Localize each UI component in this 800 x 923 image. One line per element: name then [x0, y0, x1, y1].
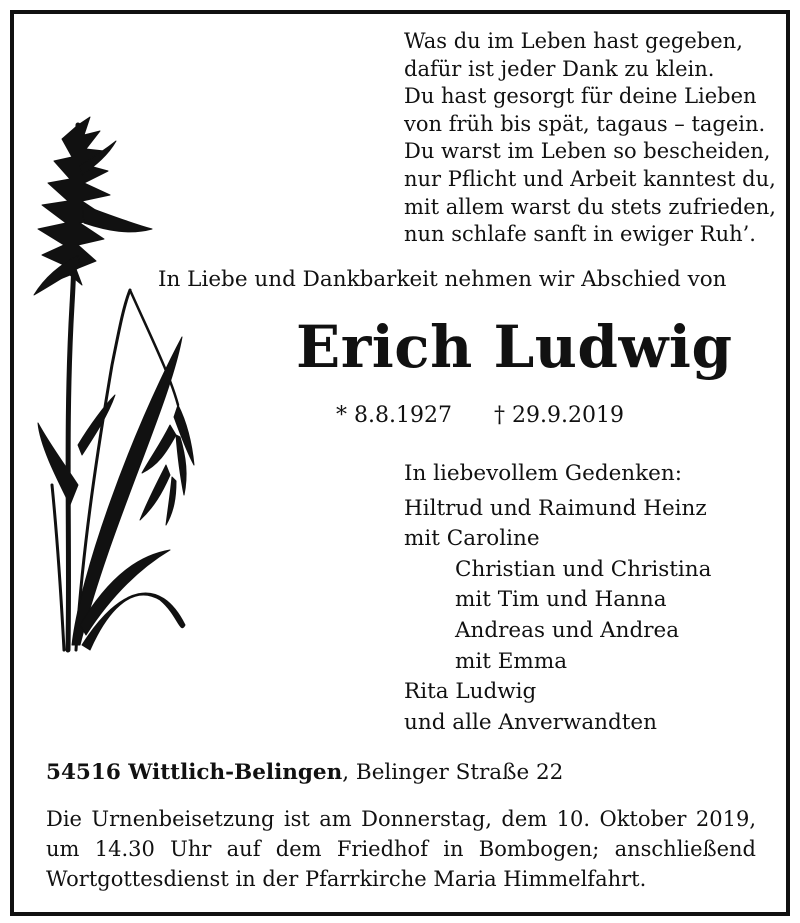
mourner-line: mit Caroline	[404, 526, 540, 552]
mourner-line: Andreas und Andrea	[455, 617, 680, 643]
poem-line: Du hast gesorgt für deine Lieben	[404, 84, 757, 109]
address-city: 54516 Wittlich-Belingen	[46, 760, 343, 785]
mourner-line: mit Tim und Hanna	[455, 587, 667, 613]
mourner-line: mit Emma	[455, 648, 568, 674]
poem-line: mit allem warst du stets zufrieden,	[404, 194, 776, 219]
poem-line: nur Pflicht und Arbeit kanntest du,	[404, 166, 776, 191]
mourner-line: und alle Anverwandten	[404, 709, 657, 735]
mourners-list	[404, 459, 711, 738]
funeral-details: Die Urnenbeisetzung ist am Donnerstag, dem 10. Oktober 2019, um 14.30 Uhr auf dem Friedhof in Bombogen; anschließend Wortgottesdienst in der Pfarrkirche Maria Himmelfahrt.	[46, 807, 756, 891]
poem-line: Was du im Leben hast gegeben,	[404, 29, 743, 53]
mourner-line: Hiltrud und Raimund Heinz	[404, 495, 707, 521]
birth-date: * 8.8.1927	[336, 403, 452, 428]
farewell-intro: In Liebe und Dankbarkeit nehmen wir Abschied von	[158, 267, 727, 292]
address-street: , Belinger Straße 22	[342, 760, 564, 785]
poem-line: dafür ist jeder Dank zu klein.	[404, 56, 715, 81]
poem-line: Du warst im Leben so bescheiden,	[404, 139, 771, 164]
poem-line: von früh bis spät, tagaus – tagein.	[404, 111, 766, 136]
poem	[404, 28, 776, 249]
mourner-line: Christian und Christina	[455, 556, 712, 582]
grass-plant-icon	[20, 105, 195, 660]
deceased-name: Erich Ludwig	[296, 313, 733, 381]
poem-line: nun schlafe sanft in ewiger Ruh’.	[404, 222, 756, 247]
address	[46, 760, 563, 785]
mourner-line: Rita Ludwig	[404, 679, 537, 705]
death-date: † 29.9.2019	[494, 403, 624, 428]
mourners-heading: In liebevollem Gedenken:	[404, 461, 682, 486]
